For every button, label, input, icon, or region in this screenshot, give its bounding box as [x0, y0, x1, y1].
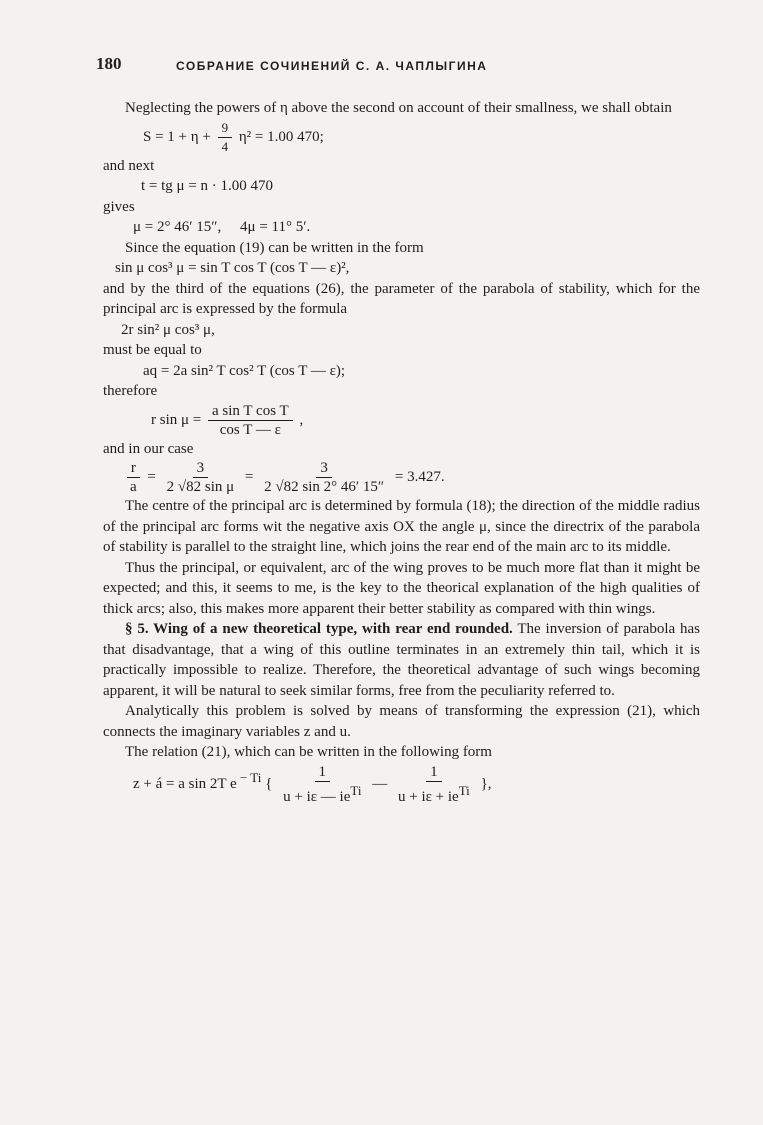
eq-r-num: a sin T cos T — [208, 402, 293, 421]
page-header — [96, 54, 696, 80]
paragraph-analytically: Analytically this problem is solved by means of transforming the expression (21), which connects the imaginary variables z and u. — [103, 703, 700, 740]
eq-s-num: 9 — [218, 119, 233, 138]
eq-r-den: cos T — ε — [219, 421, 281, 438]
equation-s — [103, 119, 700, 156]
eq-ra-result: = 3.427. — [391, 468, 445, 485]
eq-z-frac1 — [279, 763, 365, 806]
eq-z-num1: 1 — [315, 763, 331, 782]
equation-z — [103, 763, 700, 806]
eq-z-minus: — — [372, 775, 388, 792]
eq-z-frac2 — [394, 763, 474, 806]
label-and-next: and next — [103, 157, 155, 174]
eq-z-den1-text: u + iε — ie — [283, 788, 351, 805]
paragraph-and-by: and by the third of the equations (26), the parameter of the parabola of stability, which for the principal arc is expressed by the formula — [103, 280, 700, 317]
eq-z-den2-sup: Ti — [458, 782, 470, 798]
eq-ra-num3: 3 — [316, 459, 332, 478]
eq-z-den1-sup: Ti — [350, 782, 362, 798]
section-5-text: The inversion of parabola has that disadvantage, that a wing of this outline terminates in an extremely thin tail, which it is practically impossible to realize. Therefore, the theoretical advantage of such wings becoming apparent, it will be natural to seek similar forms, free from the peculiarity referred to. — [103, 621, 700, 699]
eq-ra-frac1 — [126, 459, 141, 496]
eq-z-num2: 1 — [426, 763, 442, 782]
equation-r-over-a — [103, 459, 700, 496]
eq-ra-num2: 3 — [193, 459, 209, 478]
eq-z-den2-text: u + iε + ie — [397, 788, 459, 805]
eq-ra-frac3 — [260, 459, 388, 496]
eq-ra-frac2 — [163, 459, 239, 496]
section-5-heading: § 5. Wing of a new theoretical type, with rear end rounded. — [125, 621, 513, 637]
eq-r-fraction — [208, 402, 293, 439]
eq-ra-den2: 2 √82 sin μ — [166, 479, 235, 495]
eq-s-den: 4 — [221, 138, 229, 154]
eq-ra-num1: r — [127, 459, 140, 478]
paragraph-relation: The relation (21), which can be written in the following form — [125, 744, 492, 760]
paragraph-since: Since the equation (19) can be written in the form — [125, 239, 424, 256]
eq-ra-den1: a — [130, 479, 137, 495]
paragraph-thus: Thus the principal, or equivalent, arc of the wing proves to be much more flat than it might be expected; and this, it seems to me, is the key to the theorical explanation of the high qualities of thick arcs; also, this makes more apparent their better stability as compared with thin wings. — [103, 559, 700, 617]
equation-r — [103, 402, 700, 439]
label-must-be: must be equal to — [103, 342, 202, 358]
equation-mu: μ = 2° 46′ 15″, 4μ = 11° 5′. — [133, 219, 311, 235]
eq-z-left: z + á = a sin 2T e — [133, 775, 237, 792]
equation-aq: aq = 2a sin² T cos² T (cos T — ε); — [143, 362, 346, 379]
page-body — [103, 98, 700, 806]
eq-r-right: , — [295, 411, 304, 428]
eq-s-left: S = 1 + η + — [143, 128, 215, 145]
eq-s-fraction — [218, 119, 233, 156]
page-number: 180 — [96, 54, 122, 73]
eq-z-den1 — [279, 782, 365, 806]
eq-z-end: }, — [476, 775, 492, 792]
equation-2r: 2r sin² μ cos³ μ, — [121, 321, 215, 338]
running-title: СОБРАНИЕ СОЧИНЕНИЙ С. А. ЧАПЛЫГИНА — [176, 59, 488, 73]
eq-ra-den3: 2 √82 sin 2° 46′ 15″ — [264, 479, 385, 495]
eq-ra-equals2: = — [244, 468, 254, 485]
equation-t: t = tg μ = n · 1.00 470 — [141, 178, 274, 194]
eq-z-brace-open: { — [265, 775, 273, 792]
label-gives: gives — [103, 198, 135, 215]
eq-z-den2 — [394, 782, 474, 806]
eq-r-left: r sin μ = — [151, 411, 206, 428]
label-our-case: and in our case — [103, 440, 194, 457]
eq-z-exp: − Ti — [236, 769, 262, 785]
label-therefore: therefore — [103, 383, 158, 399]
paragraph-neglecting: Neglecting the powers of η above the second on account of their smallness, we shall obtain — [125, 100, 672, 116]
equation-sin: sin μ cos³ μ = sin T cos T (cos T — ε)², — [115, 260, 350, 276]
eq-ra-equals1: = — [147, 468, 156, 485]
paragraph-centre: The centre of the principal arc is determined by formula (18); the direction of the middle radius of the principal arc forms wit the negative axis OX the angle μ, since the directrix of the parabola of stability is parallel to the straight line, which joins the rear end of the main arc to its middle. — [103, 498, 700, 555]
eq-s-right: η² = 1.00 470; — [235, 128, 324, 145]
paragraph-section-5 — [103, 619, 700, 701]
